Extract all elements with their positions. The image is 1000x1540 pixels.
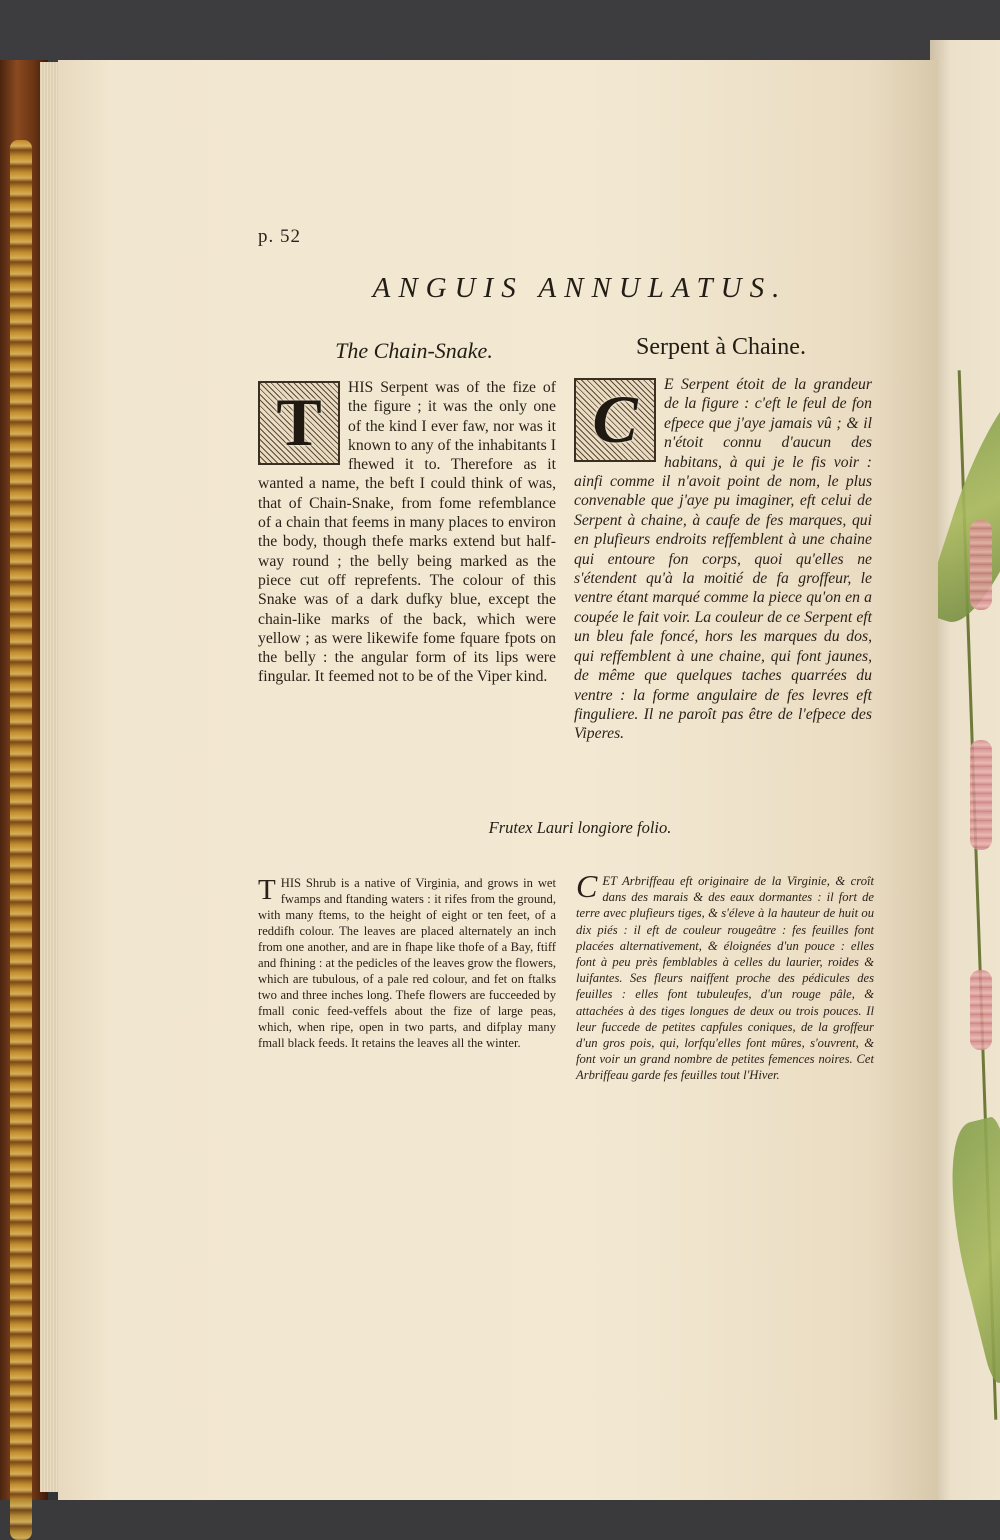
paragraph: ET Arbriffeau eft originaire de la Virginie, & croît dans des marais & des eaux dormantes : il fort de terre avec plufieurs tiges, & s'éleve à la hauteur de huit ou dix piés : il eft de couleur rougeâtre : fes feuilles font placées alternativement, & éloignées d'un pouce : elles font à peu près femblables à celles du laurier, roides & luifantes. Ses fleurs naiffent proche des pédicules des feuilles : elles font tubuleufes, d'un rouge pâle, & attachées à des tiges longues de deux ou trois pouces. Il leur fuccede de petites capfules coniques, de la groffeur d'un gros pois, qui, lorfqu'elles font mûres, s'ouvrent, & font voir un grand nombre de petites femences noires. Cet Arbriffeau garde fes feuilles tout l'Hiver. (576, 874, 874, 1083)
page-number: p. 52 (258, 226, 301, 247)
page-title: ANGUIS ANNULATUS. (372, 272, 788, 304)
shrub-text-french (576, 868, 874, 1084)
snake-text-english (258, 378, 556, 687)
plant-flowers (970, 740, 992, 850)
paragraph: HIS Serpent was of the fize of the figure ; it was the only one of the kind I ever faw, nor was it known to any of the inhabitants I fhewed it to. Therefore as it wanted a name, the beft I could think of was, that of Chain-Snake, from fome refemblance of a chain that feems in many places to environ the body, though thefe marks extend but half-way round ; the belly being marked as the piece cut off reprefents. The colour of this Snake was of a dark dufky blue, except the chain-like marks of the back, which were yellow ; as were likewife fome fquare fpots on the belly : the angular form of its lips were fingular. It feemed not to be of the Viper kind. (258, 379, 556, 686)
snake-text-french (574, 375, 872, 744)
ornamental-dropcap: T (258, 381, 340, 465)
dropcap: C (576, 868, 598, 904)
paragraph: E Serpent étoit de la grandeur de la figure : c'eft le feul de fon efpece que j'aye jamais vû ; & il n'étoit connu d'aucun des habitans, à qui je le fis voir : ainfi comme il n'avoit point de nom, le plus convenable que j'aye pu imaginer, eft celui de Serpent à chaine, à caufe de fes marques, qui en plufieurs endroits reffemblent à une chaine qui entoure fon corps, quoi qu'elles ne s'étendent qu'à la moitié de fa groffeur, le ventre étant marqué comme la piece qu'on en a coupée le fait voir. La couleur de ce Serpent eft un bleu fale foncé, hors les marques du dos, qui reffemblent à une chaine, qui font jaunes, de même que quelques taches quarrées du ventre : la forme angulaire de fes levres eft finguliere. Il ne paroît pas être de l'efpece des Viperes. (574, 376, 872, 743)
dropcap: T (258, 874, 276, 906)
plant-flowers (970, 970, 992, 1050)
ornamental-dropcap: C (574, 378, 656, 462)
heading-english: The Chain-Snake. (335, 338, 493, 363)
shrub-text-english (258, 875, 556, 1051)
heading-french: Serpent à Chaine. (636, 334, 806, 360)
facing-plate (930, 40, 1000, 1500)
section-heading: Frutex Lauri longiore folio. (488, 818, 672, 837)
plant-leaf (930, 1115, 1000, 1384)
paragraph: HIS Shrub is a native of Virginia, and grows in wet fwamps and ftanding waters : it rifes from the ground, with many ftems, to the height of eight or ten feet, of a reddifh colour. The leaves are placed alternately an inch from one another, and are in fhape like thofe of a Bay, ftiff and fhining : at the pedicles of the leaves grow the flowers, which are tubulous, of a pale red colour, and fet on ftalks two and three inches long. Thefe flowers are fucceeded by fmall conic feed-veffels about the fize of large peas, which, when ripe, open in two parts, and difplay many fmall black feeds. It retains the leaves all the winter. (258, 876, 556, 1050)
gilt-tooling (10, 140, 32, 1540)
plant-flowers (970, 520, 992, 610)
